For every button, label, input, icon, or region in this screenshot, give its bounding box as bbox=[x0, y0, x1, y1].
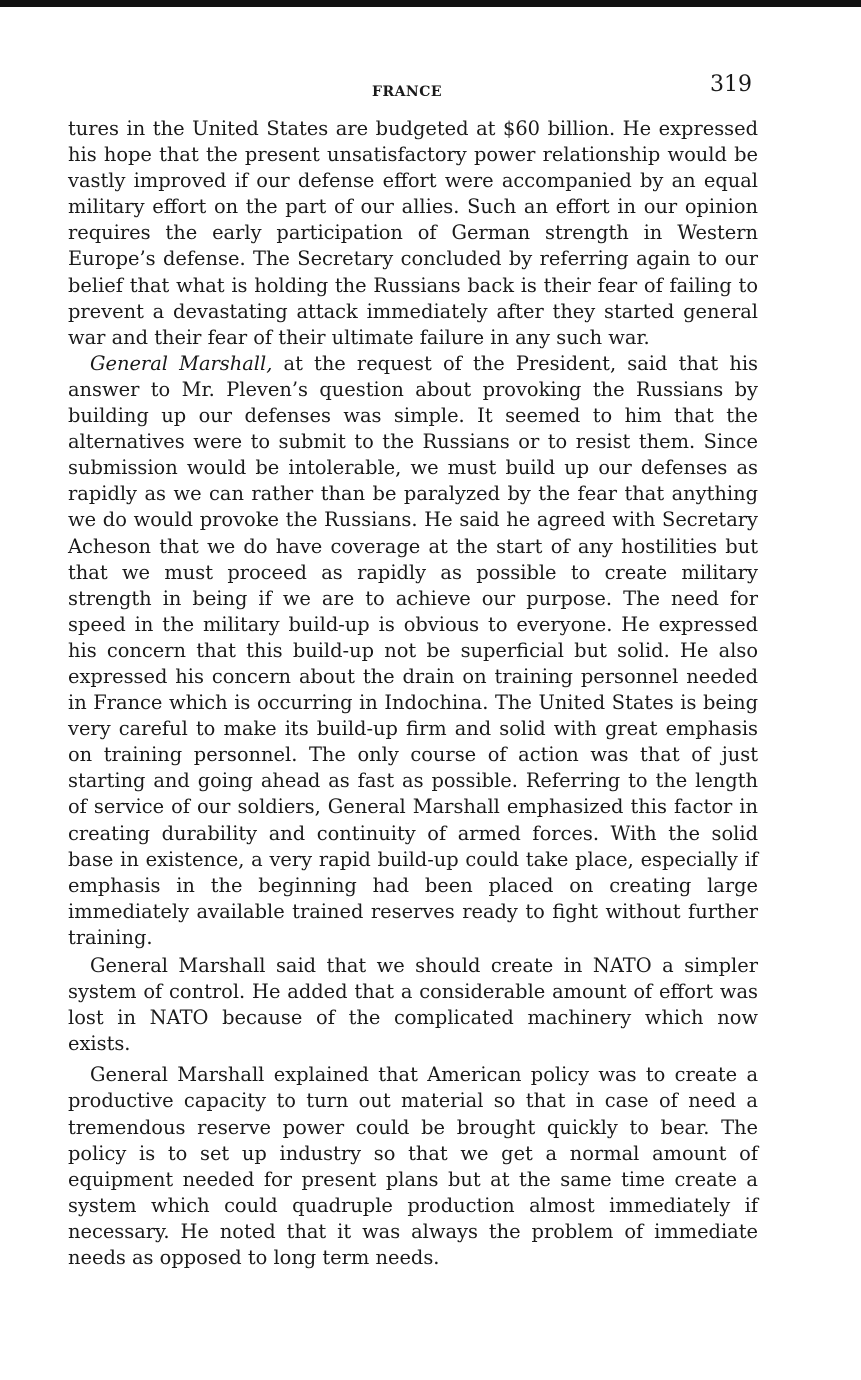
running-head: FRANCE bbox=[372, 84, 443, 100]
speaker-name-italic: General Marshall, bbox=[90, 351, 273, 375]
paragraph-nato-control: General Marshall said that we should create in NATO a simpler system of control. He added that a considerable amount of effort was lost in NATO because of the complicated machinery which now exists. bbox=[68, 954, 758, 1056]
paragraph-american-policy: General Marshall explained that American policy was to create a productive capacity to turn out material so that in case of need a tremendous reserve power could be brought quickly to bear. The policy is to set up industry so that we get a normal amount of equipment needed for present plans but at the same time create a system which could quadruple production almost immediately if necessary. He noted that it was always the problem of immediate needs as opposed to long term needs. bbox=[68, 1063, 758, 1270]
paragraph-marshall-answer bbox=[68, 351, 758, 951]
paragraph-continuation: tures in the United States are budgeted at $60 billion. He expressed his hope that the present unsatisfactory power relationship would be vastly improved if our defense effort were accompanied by an equal military effort on the part of our allies. Such an effort in our opinion requires the early participation of German strength in Western Europe’s defense. The Secretary concluded by referring again to our belief that what is holding the Russians back is their fear of failing to prevent a devastating attack immediately after they started general war and their fear of their ultimate failure in any such war. bbox=[68, 117, 758, 349]
body-text bbox=[68, 116, 758, 1271]
paragraph-text: at the request of the President, said that his answer to Mr. Pleven’s question about provoking the Russians by building up our defenses was simple. It seemed to him that the alternatives were to submit to the Russians or to resist them. Since submission would be intolerable, we must build up our defenses as rapidly as we can rather than be paralyzed by the fear that anything we do would provoke the Russians. He said he agreed with Secretary Acheson that we do have coverage at the start of any hostilities but that we must proceed as rapidly as possible to create military strength in being if we are to achieve our purpose. The need for speed in the military build-up is obvious to everyone. He expressed his concern that this build-up not be superficial but solid. He also expressed his concern about the drain on training personnel needed in France which is occurring in Indochina. The United States is being very careful to make its build-up firm and solid with great emphasis on training personnel. The only course of action was that of just starting and going ahead as fast as possible. Referring to the length of service of our soldiers, General Marshall emphasized this factor in creating durability and continuity of armed forces. With the solid base in existence, a very rapid build-up could take place, especially if emphasis in the beginning had been placed on creating large immediately available trained reserves ready to fight without further training. bbox=[68, 351, 758, 949]
page-number: 319 bbox=[710, 72, 752, 97]
